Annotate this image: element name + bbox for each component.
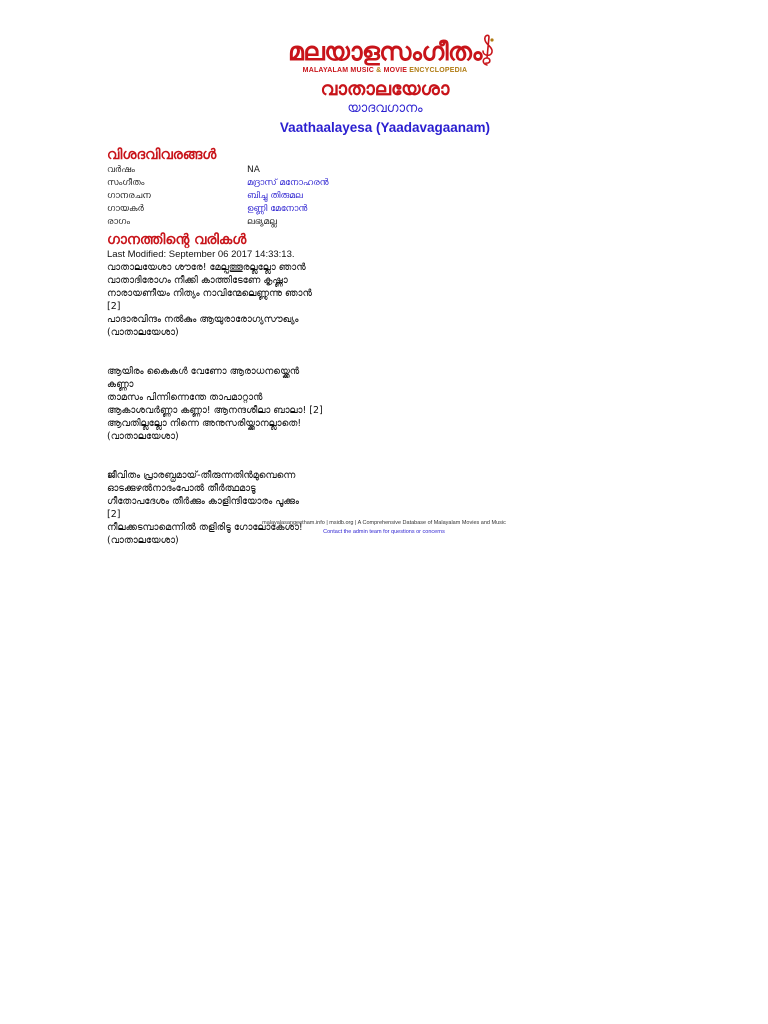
contact-admin-link[interactable]: Contact the admin team for questions or concerns	[323, 529, 445, 535]
lyric-line: ജീവിതം പ്രാരബ്ധമായ്-തീരുന്നതിൻമുമ്പെന്നെ	[107, 470, 296, 481]
lyric-line: നാരായണീയം നിത്യം നാവിന്മേലെണ്ണുന്നു ഞാൻ	[107, 288, 312, 299]
lyric-line: താമസം പിന്നിന്നെന്തേ താപമാറ്റാൻ	[107, 392, 263, 403]
details-row-raga	[107, 216, 329, 229]
stanza-gap	[107, 443, 667, 469]
lyric-line: ആവതില്ലല്ലോ നിന്നെ അനുസരിയ്ക്കാനല്ലാതെ!	[107, 418, 302, 429]
page-header	[107, 38, 663, 137]
lyrics-heading: ഗാനത്തിന്റെ വരികൾ	[107, 232, 247, 248]
details-label: ഗായകർ	[107, 204, 144, 214]
details-label: സംഗീതം	[107, 178, 145, 188]
lyric-line: ഓടക്കുഴൽനാദംപോൽ തീർത്ഥമാടൂ	[107, 483, 256, 494]
lyric-line: (വാതാലയേശാ)	[107, 431, 179, 442]
lyric-line: നീലക്കടമ്പാമെന്നിൽ തളിരിടൂ ഗോലോകേശാ!	[107, 522, 303, 533]
site-logo[interactable]	[288, 38, 482, 75]
lyric-line: [2]	[107, 509, 121, 520]
footer-sites: malayalasangeetham.info | msidb.org | A Comprehensive Database of Malayalam Movies and Music	[262, 520, 506, 526]
details-label: രാഗം	[107, 217, 130, 227]
lyric-line: ആകാശവർണ്ണാ കണ്ണാ! ആനന്ദശീലാ ബാലാ! [2]	[107, 405, 323, 416]
music-director-link[interactable]: മദ്രാസ് മനോഹരൻ	[247, 178, 329, 188]
details-value: NA	[247, 165, 260, 175]
lyric-line: (വാതാലയേശാ)	[107, 535, 179, 546]
lyric-line: ഗീതോപദേശം തീർക്കും കാളിന്ദിയോരം പൂക്കും	[107, 496, 299, 507]
stanza-gap	[107, 339, 667, 365]
song-title-english: Vaathaalayesa (Yaadavagaanam)	[279, 120, 491, 135]
logo-tagline: MALAYALAM MUSIC & MOVIE ENCYCLOPEDIA	[302, 67, 468, 74]
details-table	[107, 164, 329, 229]
lyricist-link[interactable]: ബിച്ചു തിരുമല	[247, 191, 303, 201]
song-category: യാദവഗാനം	[347, 101, 423, 116]
lyric-line: വാതാദിരോഗം നീക്കി കാത്തിടേണേ കൃഷ്ണാ	[107, 275, 288, 286]
treble-clef-icon	[478, 34, 496, 66]
details-row-music	[107, 177, 329, 190]
song-title-malayalam: വാതാലയേശാ	[320, 78, 450, 100]
lyric-line: ആയിരം കൈകൾ വേണോ ആരാധനയ്ക്കെൻ	[107, 366, 300, 377]
details-row-singers	[107, 203, 329, 216]
details-row-year	[107, 164, 329, 177]
details-row-lyrics	[107, 190, 329, 203]
details-label: ഗാനരചന	[107, 191, 151, 201]
lyric-line: വാതാലയേശാ ശൗരേ! മേല്പത്തൂരല്ലല്ലോ ഞാൻ	[107, 262, 306, 273]
stanza	[107, 365, 667, 443]
stanza	[107, 261, 667, 339]
lyrics-body	[107, 261, 667, 547]
details-label: വർഷം	[107, 165, 135, 175]
lyric-line: [2]	[107, 301, 121, 312]
lyric-line: പാദാരവിന്ദം നൽകും ആയുരാരോഗ്യസൗഖ്യം	[107, 314, 299, 325]
singer-link[interactable]: ഉണ്ണി മേനോൻ	[247, 204, 308, 214]
logo-wordmark: മലയാളസംഗീതം	[288, 37, 482, 66]
page-footer	[0, 519, 768, 537]
last-modified: Last Modified: September 06 2017 14:33:13.	[107, 249, 295, 260]
lyric-line: കണ്ണാ	[107, 379, 134, 390]
lyric-line: (വാതാലയേശാ)	[107, 327, 179, 338]
details-value: ലഭ്യമല്ല	[247, 217, 277, 227]
details-section	[107, 146, 667, 229]
details-heading: വിശദവിവരങ്ങൾ	[107, 147, 217, 163]
page-content	[107, 38, 667, 547]
lyrics-section	[107, 231, 667, 547]
